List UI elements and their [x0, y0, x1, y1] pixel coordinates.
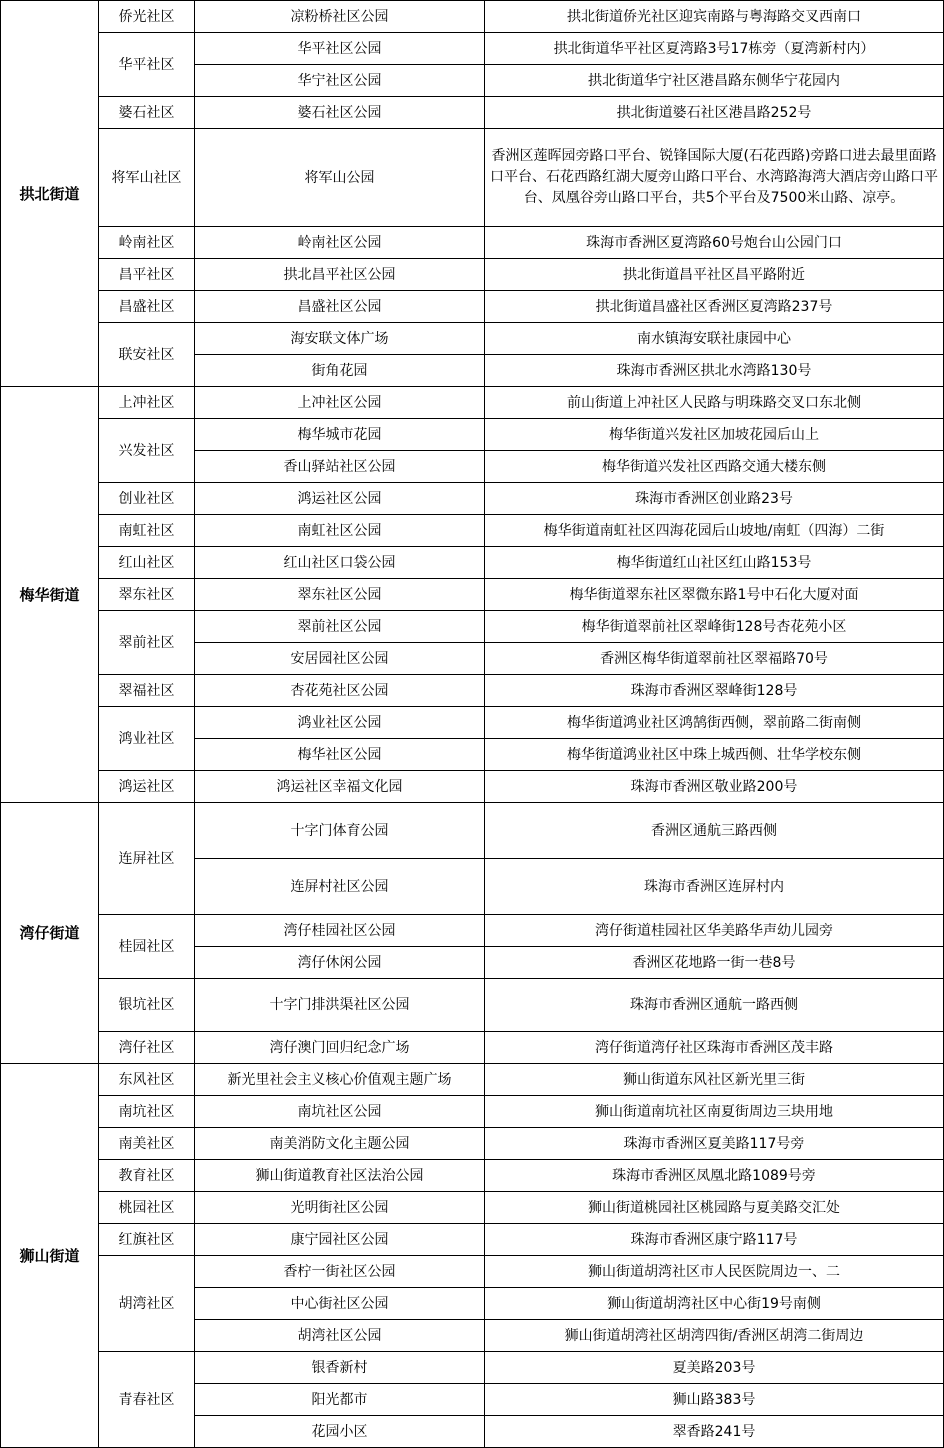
table-row	[1, 1032, 944, 1064]
table-row	[1, 259, 944, 291]
table-row	[1, 1256, 944, 1288]
park-cell: 南坑社区公园	[195, 1096, 485, 1128]
table-row	[1, 803, 944, 859]
table-row	[1, 1352, 944, 1384]
community-cell: 翠东社区	[99, 579, 195, 611]
address-cell: 梅华街道鸿业社区鸿鹄街西侧，翠前路二街南侧	[485, 707, 944, 739]
community-cell: 昌平社区	[99, 259, 195, 291]
community-cell: 翠前社区	[99, 611, 195, 675]
park-cell: 华平社区公园	[195, 33, 485, 65]
park-cell: 湾仔澳门回归纪念广场	[195, 1032, 485, 1064]
park-cell: 香柠一街社区公园	[195, 1256, 485, 1288]
park-cell: 香山驿站社区公园	[195, 451, 485, 483]
community-cell: 鸿业社区	[99, 707, 195, 771]
park-cell: 鸿运社区幸福文化园	[195, 771, 485, 803]
address-cell: 珠海市香洲区翠峰街128号	[485, 675, 944, 707]
address-cell: 拱北街道侨光社区迎宾南路与粤海路交叉西南口	[485, 1, 944, 33]
park-cell: 十字门体育公园	[195, 803, 485, 859]
table-row	[1, 1224, 944, 1256]
park-cell: 拱北昌平社区公园	[195, 259, 485, 291]
park-cell: 银香新村	[195, 1352, 485, 1384]
address-cell: 拱北街道华平社区夏湾路3号17栋旁（夏湾新村内）	[485, 33, 944, 65]
address-cell: 梅华街道红山社区红山路153号	[485, 547, 944, 579]
community-cell: 创业社区	[99, 483, 195, 515]
park-cell: 南虹社区公园	[195, 515, 485, 547]
table-row	[1, 387, 944, 419]
address-cell: 拱北街道婆石社区港昌路252号	[485, 97, 944, 129]
park-cell: 新光里社会主义核心价值观主题广场	[195, 1064, 485, 1096]
address-cell: 梅华街道鸿业社区中珠上城西侧、壮华学校东侧	[485, 739, 944, 771]
park-cell: 胡湾社区公园	[195, 1320, 485, 1352]
table-row	[1, 579, 944, 611]
address-cell: 珠海市香洲区连屏村内	[485, 859, 944, 915]
community-cell: 将军山社区	[99, 129, 195, 227]
community-cell: 翠福社区	[99, 675, 195, 707]
table-row	[1, 979, 944, 1032]
table-row	[1, 1096, 944, 1128]
address-cell: 狮山街道桃园社区桃园路与夏美路交汇处	[485, 1192, 944, 1224]
table-row	[1, 419, 944, 451]
community-cell: 昌盛社区	[99, 291, 195, 323]
street-cell: 拱北街道	[1, 1, 99, 387]
community-cell: 南虹社区	[99, 515, 195, 547]
street-cell: 狮山街道	[1, 1064, 99, 1448]
address-cell: 湾仔街道桂园社区华美路华声幼儿园旁	[485, 915, 944, 947]
table-row	[1, 97, 944, 129]
table-row	[1, 1160, 944, 1192]
park-cell: 花园小区	[195, 1416, 485, 1448]
address-cell: 香洲区莲晖园旁路口平台、锐锋国际大厦(石花西路)旁路口进去最里面路口平台、石花西路红湖大厦旁山路口平台、水湾路海湾大酒店旁山路口平台、凤凰谷旁山路口平台，共5个平台及7500米山路、凉亭。	[485, 129, 944, 227]
table-row	[1, 547, 944, 579]
community-cell: 南坑社区	[99, 1096, 195, 1128]
table-row	[1, 1, 944, 33]
park-cell: 光明街社区公园	[195, 1192, 485, 1224]
table-row	[1, 1128, 944, 1160]
table-row	[1, 675, 944, 707]
park-cell: 岭南社区公园	[195, 227, 485, 259]
park-cell: 翠前社区公园	[195, 611, 485, 643]
address-cell: 狮山路383号	[485, 1384, 944, 1416]
community-cell: 婆石社区	[99, 97, 195, 129]
address-cell: 湾仔街道湾仔社区珠海市香洲区茂丰路	[485, 1032, 944, 1064]
community-cell: 岭南社区	[99, 227, 195, 259]
park-cell: 上冲社区公园	[195, 387, 485, 419]
table-row	[1, 1064, 944, 1096]
park-cell: 南美消防文化主题公园	[195, 1128, 485, 1160]
table-row	[1, 323, 944, 355]
park-cell: 安居园社区公园	[195, 643, 485, 675]
address-cell: 香洲区通航三路西侧	[485, 803, 944, 859]
park-cell: 鸿运社区公园	[195, 483, 485, 515]
community-cell: 兴发社区	[99, 419, 195, 483]
address-cell: 拱北街道华宁社区港昌路东侧华宁花园内	[485, 65, 944, 97]
table-row	[1, 33, 944, 65]
table-row	[1, 227, 944, 259]
table-row	[1, 483, 944, 515]
park-cell: 海安联文体广场	[195, 323, 485, 355]
address-cell: 珠海市香洲区夏湾路60号炮台山公园门口	[485, 227, 944, 259]
address-cell: 珠海市香洲区夏美路117号旁	[485, 1128, 944, 1160]
park-cell: 翠东社区公园	[195, 579, 485, 611]
address-cell: 珠海市香洲区创业路23号	[485, 483, 944, 515]
community-cell: 胡湾社区	[99, 1256, 195, 1352]
park-cell: 凉粉桥社区公园	[195, 1, 485, 33]
address-cell: 梅华街道兴发社区西路交通大楼东侧	[485, 451, 944, 483]
community-cell: 教育社区	[99, 1160, 195, 1192]
address-cell: 夏美路203号	[485, 1352, 944, 1384]
table-row	[1, 129, 944, 227]
address-cell: 珠海市香洲区拱北水湾路130号	[485, 355, 944, 387]
address-cell: 梅华街道翠前社区翠峰街128号杏花苑小区	[485, 611, 944, 643]
park-cell: 街角花园	[195, 355, 485, 387]
table-row	[1, 771, 944, 803]
address-cell: 梅华街道翠东社区翠微东路1号中石化大厦对面	[485, 579, 944, 611]
address-cell: 梅华街道南虹社区四海花园后山坡地/南虹（四海）二街	[485, 515, 944, 547]
park-cell: 梅华社区公园	[195, 739, 485, 771]
address-cell: 狮山街道东风社区新光里三街	[485, 1064, 944, 1096]
park-cell: 婆石社区公园	[195, 97, 485, 129]
street-cell: 梅华街道	[1, 387, 99, 803]
address-cell: 梅华街道兴发社区加坡花园后山上	[485, 419, 944, 451]
park-cell: 狮山街道教育社区法治公园	[195, 1160, 485, 1192]
park-cell: 红山社区口袋公园	[195, 547, 485, 579]
park-cell: 康宁园社区公园	[195, 1224, 485, 1256]
address-cell: 珠海市香洲区敬业路200号	[485, 771, 944, 803]
community-cell: 侨光社区	[99, 1, 195, 33]
address-cell: 狮山街道胡湾社区中心街19号南侧	[485, 1288, 944, 1320]
table-row	[1, 915, 944, 947]
address-cell: 珠海市香洲区凤凰北路1089号旁	[485, 1160, 944, 1192]
community-cell: 银坑社区	[99, 979, 195, 1032]
address-cell: 狮山街道南坑社区南夏街周边三块用地	[485, 1096, 944, 1128]
community-cell: 连屏社区	[99, 803, 195, 915]
community-cell: 鸿运社区	[99, 771, 195, 803]
park-cell: 中心街社区公园	[195, 1288, 485, 1320]
address-cell: 拱北街道昌平社区昌平路附近	[485, 259, 944, 291]
park-cell: 湾仔休闲公园	[195, 947, 485, 979]
street-cell: 湾仔街道	[1, 803, 99, 1064]
community-cell: 桂园社区	[99, 915, 195, 979]
address-cell: 香洲区花地路一街一巷8号	[485, 947, 944, 979]
park-cell: 华宁社区公园	[195, 65, 485, 97]
community-cell: 红山社区	[99, 547, 195, 579]
address-cell: 狮山街道胡湾社区胡湾四街/香洲区胡湾二街周边	[485, 1320, 944, 1352]
community-cell: 联安社区	[99, 323, 195, 387]
community-cell: 上冲社区	[99, 387, 195, 419]
park-cell: 鸿业社区公园	[195, 707, 485, 739]
community-cell: 青春社区	[99, 1352, 195, 1448]
park-cell: 湾仔桂园社区公园	[195, 915, 485, 947]
table-row	[1, 707, 944, 739]
community-cell: 东风社区	[99, 1064, 195, 1096]
address-cell: 珠海市香洲区通航一路西侧	[485, 979, 944, 1032]
address-cell: 翠香路241号	[485, 1416, 944, 1448]
table-row	[1, 515, 944, 547]
address-cell: 香洲区梅华街道翠前社区翠福路70号	[485, 643, 944, 675]
address-cell: 狮山街道胡湾社区市人民医院周边一、二	[485, 1256, 944, 1288]
community-cell: 红旗社区	[99, 1224, 195, 1256]
park-cell: 梅华城市花园	[195, 419, 485, 451]
park-cell: 阳光都市	[195, 1384, 485, 1416]
table-row	[1, 1192, 944, 1224]
address-cell: 前山街道上冲社区人民路与明珠路交叉口东北侧	[485, 387, 944, 419]
table-row	[1, 291, 944, 323]
community-cell: 华平社区	[99, 33, 195, 97]
community-cell: 桃园社区	[99, 1192, 195, 1224]
community-cell: 湾仔社区	[99, 1032, 195, 1064]
park-cell: 将军山公园	[195, 129, 485, 227]
address-cell: 珠海市香洲区康宁路117号	[485, 1224, 944, 1256]
park-cell: 昌盛社区公园	[195, 291, 485, 323]
table-row	[1, 611, 944, 643]
address-cell: 拱北街道昌盛社区香洲区夏湾路237号	[485, 291, 944, 323]
park-cell: 连屏村社区公园	[195, 859, 485, 915]
park-cell: 杏花苑社区公园	[195, 675, 485, 707]
community-cell: 南美社区	[99, 1128, 195, 1160]
address-cell: 南水镇海安联社康园中心	[485, 323, 944, 355]
park-cell: 十字门排洪渠社区公园	[195, 979, 485, 1032]
